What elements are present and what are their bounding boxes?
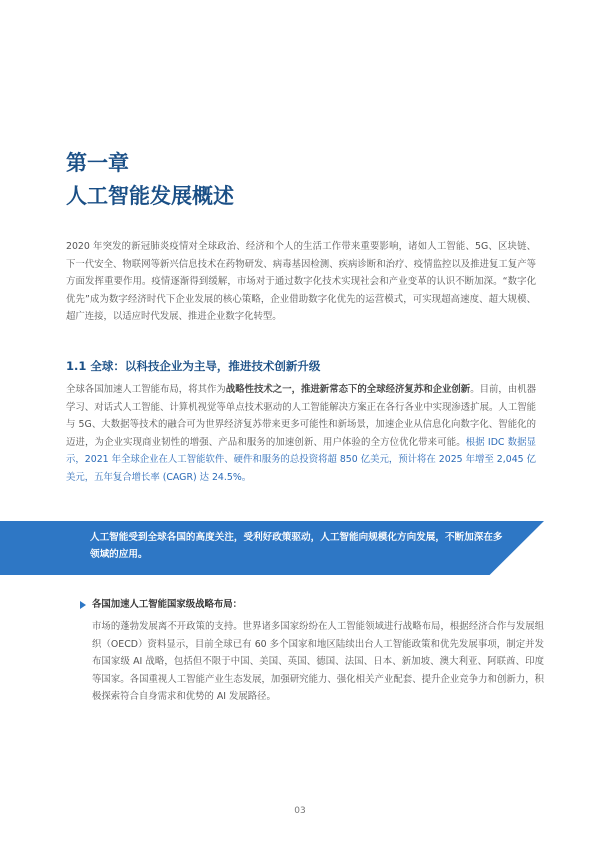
bullet-paragraph: 市场的蓬勃发展离不开政策的支持。世界诸多国家纷纷在人工智能领域进行战略布局，根据经济合作与发展组织（OECD）资料显示，目前全球已有 60 多个国家和地区陆续出台人工智能政策和优先发展事项，制定并发布国家级 AI 战略，包括但不限于中国、美国、英国、德国、法国、日本、新加坡、澳大利亚、阿联酋、印度等国家。各国重视人工智能产业生态发展，加强研究能力、强化相关产业配套、提升企业竞争力和创新力，积极探索符合自身需求和优势的 AI 发展路径。 <box>92 621 544 703</box>
section-text-1: 全球各国加速人工智能布局，将其作为 <box>66 384 226 395</box>
chapter-title: 人工智能发展概述 <box>66 184 234 208</box>
section-bold-text: 战略性技术之一，推进新常态下的全球经济复苏和企业创新 <box>225 384 471 395</box>
bullet-heading <box>80 598 242 612</box>
bullet-title: 各国加速人工智能国家级战略布局： <box>92 599 243 610</box>
page-number: 03 <box>294 806 306 816</box>
chapter-number: 第一章 <box>66 151 129 175</box>
section-text-2: 。目前，由机器学习、对话式人工智能、计算机视觉等单点技术驱动的人工智能解决方案正在各行各业中实现渗透扩展。人工智能与 5G、大数据等技术的融合可为世界经济复苏带来更多可能性和新场景，加速企业从信息化向数字化、智能化的迈进，为企业实现商业韧性的增强、产品和服务的加速创新、用户体验的全方位优化带来可能。 <box>66 384 536 448</box>
intro-paragraph: 2020 年突发的新冠肺炎疫情对全球政治、经济和个人的生活工作带来重要影响，诸如人工智能、5G、区块链、下一代安全、物联网等新兴信息技术在药物研发、病毒基因检测、疾病诊断和治疗、疫情监控以及推进复工复产等方面发挥重要作用。疫情逐渐得到缓解，市场对于通过数字化技术实现社会和产业变革的认识不断加深。“数字化优先”成为数字经济时代下企业发展的核心策略，企业借助数字化优先的运营模式，可实现超高速度、超大规模、超广连接，以适应时代发展、推进企业数字化转型。 <box>66 241 536 323</box>
banner-text: 人工智能受到全球各国的高度关注，受利好政策驱动，人工智能向规模化方向发展，不断加深在多领域的应用。 <box>90 532 503 560</box>
section-idc-highlight: 根据 IDC 数据显示，2021 年全球企业在人工智能软件、硬件和服务的总投资将超 850 亿美元，预计将在 2025 年增至 2,045 亿美元，五年复合增长率 (CAGR) 达 24.5%。 <box>66 436 536 483</box>
section-paragraph <box>66 381 536 487</box>
section-heading: 1.1 全球：以科技企业为主导，推进技术创新升级 <box>66 359 321 373</box>
chapter-heading <box>66 150 234 210</box>
triangle-bullet-icon <box>80 601 86 609</box>
